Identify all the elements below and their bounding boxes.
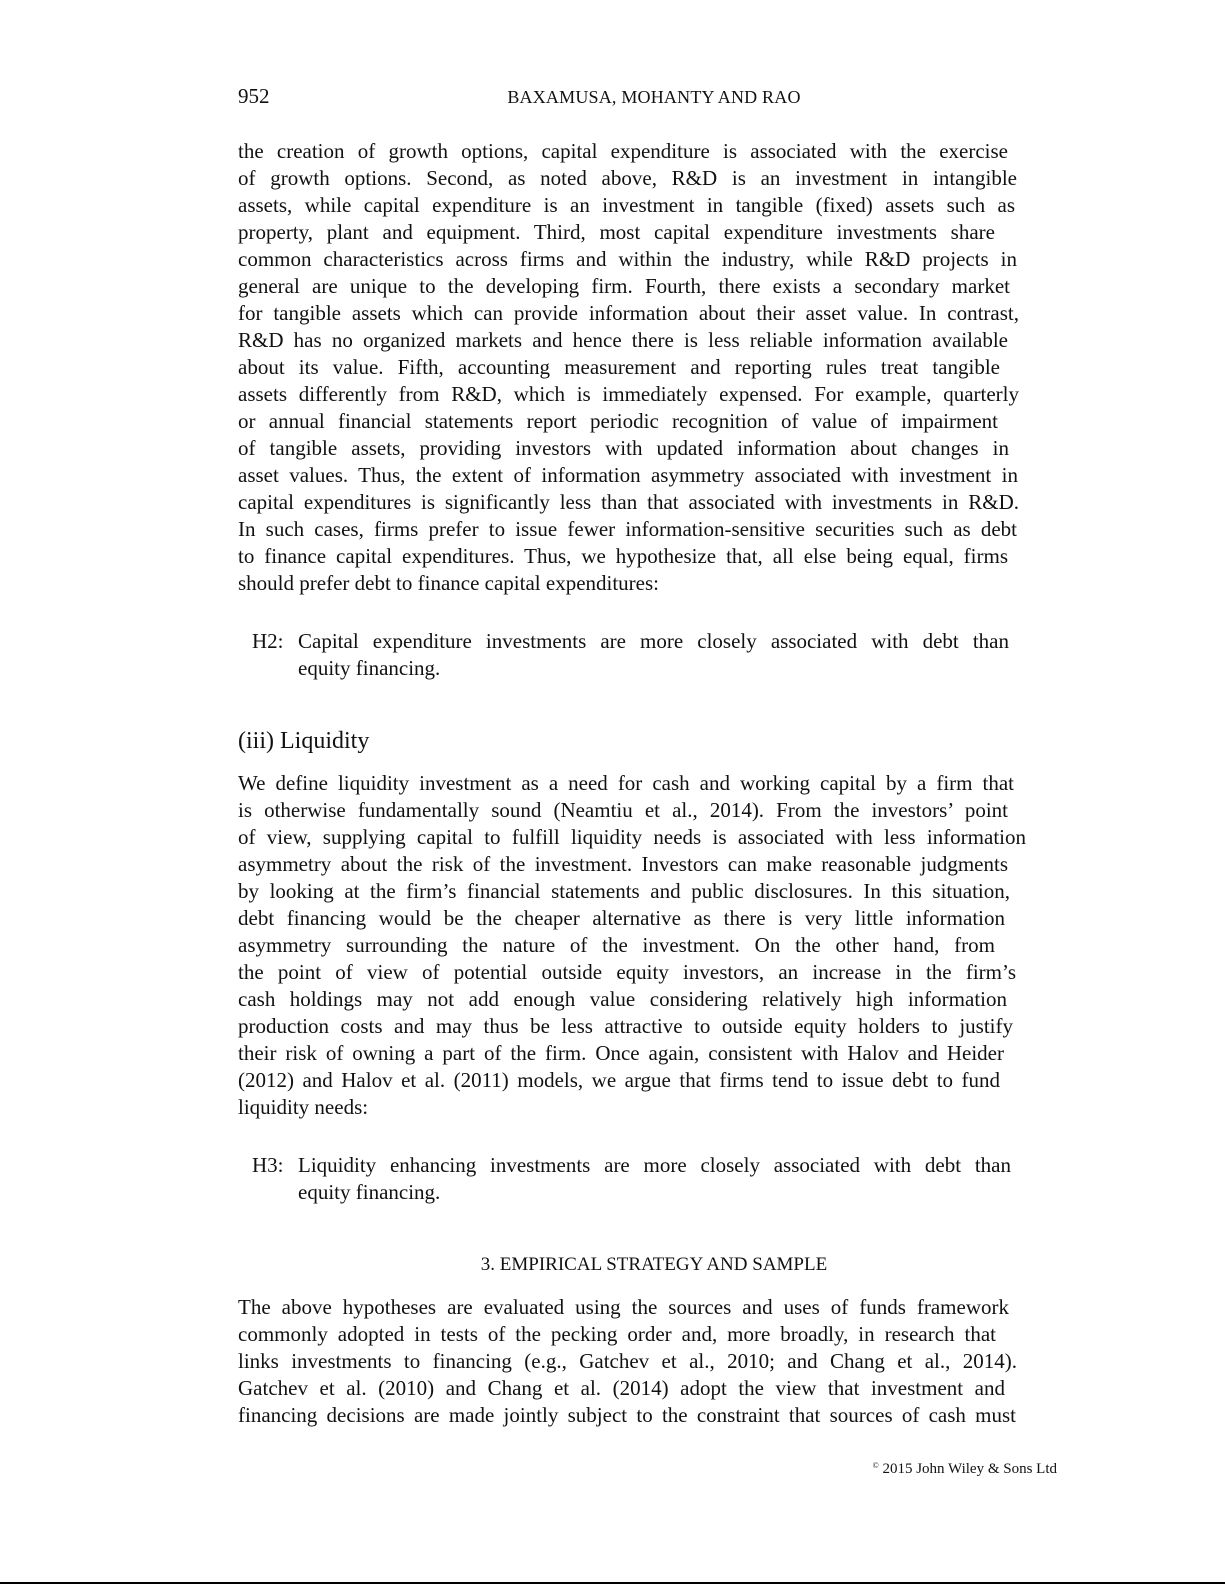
- text-line: commonly adopted in tests of the pecking order and, more broadly, in research that: [238, 1322, 996, 1346]
- text-line: assets differently from R&D, which is immediately expensed. For example, quarterly: [238, 382, 1019, 406]
- text-line: capital expenditures is significantly less than that associated with investments in R&D.: [238, 490, 1019, 514]
- text-line: In such cases, firms prefer to issue fewer information-sensitive securities such as debt: [238, 517, 1017, 541]
- text-line: their risk of owning a part of the firm. Once again, consistent with Halov and Heider: [238, 1041, 1004, 1065]
- text-line: asset values. Thus, the extent of information asymmetry associated with investment in: [238, 463, 1018, 487]
- text-line: the point of view of potential outside equity investors, an increase in the firm’s: [238, 960, 1016, 984]
- text-line: of tangible assets, providing investors with updated information about changes in: [238, 436, 1009, 460]
- hypothesis-text: equity financing.: [298, 656, 441, 680]
- text-line: cash holdings may not add enough value considering relatively high information: [238, 987, 1007, 1011]
- text-line: The above hypotheses are evaluated using the sources and uses of funds framework: [238, 1295, 1009, 1319]
- text-line: assets, while capital expenditure is an investment in tangible (fixed) assets such as: [238, 193, 1015, 217]
- text-line: for tangible assets which can provide information about their asset value. In contrast,: [238, 301, 1019, 325]
- text-line: of growth options. Second, as noted above, R&D is an investment in intangible: [238, 166, 1017, 190]
- text-line: general are unique to the developing firm. Fourth, there exists a secondary market: [238, 274, 1010, 298]
- copyright-text: 2015 John Wiley & Sons Ltd: [882, 1461, 1057, 1477]
- text-line: by looking at the firm’s financial statements and public disclosures. In this situation,: [238, 879, 1010, 903]
- hypothesis-text: Liquidity enhancing investments are more closely associated with debt than: [298, 1153, 1011, 1177]
- copyright-symbol: ©: [872, 1461, 879, 1470]
- running-title: BAXAMUSA, MOHANTY AND RAO: [507, 87, 801, 107]
- text-line: asymmetry surrounding the nature of the investment. On the other hand, from: [238, 933, 995, 957]
- text-line: Gatchev et al. (2010) and Chang et al. (2014) adopt the view that investment and: [238, 1376, 1005, 1400]
- text-line: R&D has no organized markets and hence there is less reliable information available: [238, 328, 1008, 352]
- text-line: (2012) and Halov et al. (2011) models, we argue that firms tend to issue debt to fund: [238, 1068, 1000, 1092]
- text-line: production costs and may thus be less attractive to outside equity holders to justify: [238, 1014, 1013, 1038]
- text-line: debt financing would be the cheaper alternative as there is very little information: [238, 906, 1005, 930]
- text-line: the creation of growth options, capital expenditure is associated with the exercise: [238, 139, 1008, 163]
- section-heading: 3. EMPIRICAL STRATEGY AND SAMPLE: [480, 1254, 828, 1275]
- text-line: common characteristics across firms and within the industry, while R&D projects in: [238, 247, 1017, 271]
- text-line: property, plant and equipment. Third, most capital expenditure investments share: [238, 220, 995, 244]
- hypothesis-label: H2:: [252, 629, 284, 653]
- hypothesis-text: equity financing.: [298, 1180, 441, 1204]
- text-line: should prefer debt to finance capital expenditures:: [238, 571, 660, 595]
- text-line: We define liquidity investment as a need for cash and working capital by a firm that: [238, 771, 1014, 795]
- text-line: liquidity needs:: [238, 1095, 369, 1119]
- text-line: of view, supplying capital to fulfill liquidity needs is associated with less information: [238, 825, 1026, 849]
- text-line: about its value. Fifth, accounting measurement and reporting rules treat tangible: [238, 355, 1000, 379]
- text-line: financing decisions are made jointly subject to the constraint that sources of cash must: [238, 1403, 1016, 1427]
- subsection-heading: (iii) Liquidity: [238, 728, 370, 754]
- page-number: 952: [238, 84, 270, 108]
- bottom-border-rule: [0, 1582, 1225, 1584]
- hypothesis-label: H3:: [252, 1153, 284, 1177]
- copyright-notice: [873, 1462, 1057, 1477]
- text-line: or annual financial statements report periodic recognition of value of impairment: [238, 409, 998, 433]
- text-line: asymmetry about the risk of the investment. Investors can make reasonable judgments: [238, 852, 1008, 876]
- text-line: is otherwise fundamentally sound (Neamtiu et al., 2014). From the investors’ point: [238, 798, 1008, 822]
- hypothesis-text: Capital expenditure investments are more closely associated with debt than: [298, 629, 1009, 653]
- text-line: to finance capital expenditures. Thus, we hypothesize that, all else being equal, firms: [238, 544, 1008, 568]
- text-line: links investments to financing (e.g., Gatchev et al., 2010; and Chang et al., 2014).: [238, 1349, 1017, 1373]
